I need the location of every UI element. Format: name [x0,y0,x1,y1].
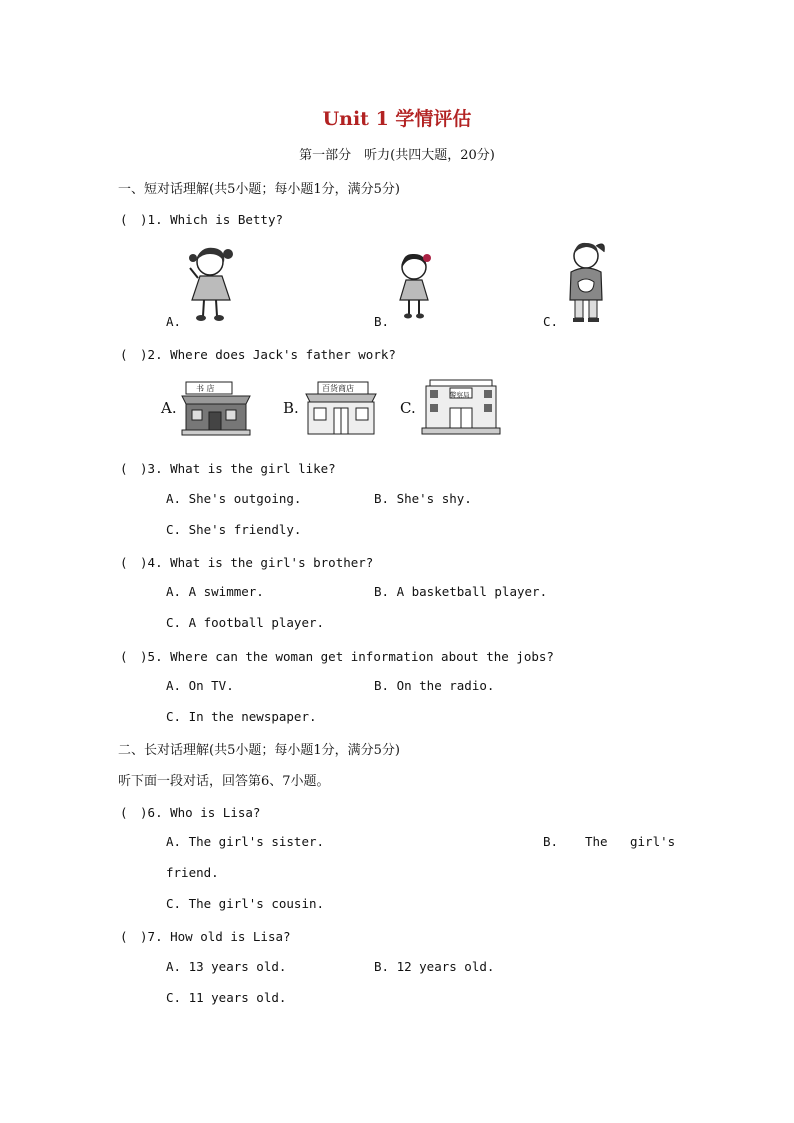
question-6: ( )6. Who is Lisa? [120,805,261,820]
question-1: ( )1. Which is Betty? [120,212,284,227]
listening-instruction: 听下面一段对话，回答第6、7小题。 [118,774,330,789]
q4-option-c: C. A football player. [166,615,325,630]
q6-option-c: C. The girl's cousin. [166,896,325,911]
q5-option-c: C. In the newspaper. [166,709,317,724]
q5-option-b: B. On the radio. [374,678,495,693]
q4-option-a: A. A swimmer. [166,584,264,599]
q3-option-c: C. She's friendly. [166,522,302,537]
q7-option-c: C. 11 years old. [166,990,287,1005]
department-store-sign: 百货商店 [322,384,354,393]
q6-option-a: A. The girl's sister. [166,834,325,849]
q2-option-b-label: B. [283,399,299,417]
question-7: ( )7. How old is Lisa? [120,929,291,944]
girl-c-illustration [564,238,608,326]
q6-option-b-letter: B. [543,834,559,849]
q6-option-b-word1: The [585,834,608,849]
question-2: ( )2. Where does Jack's father work? [120,347,396,362]
police-station-illustration [420,378,502,438]
q2-option-a-label: A. [161,399,177,417]
part-subtitle: 第一部分 听力(共四大题，20分) [299,148,495,163]
q6-option-b-word3: friend. [166,865,219,880]
q4-option-b: B. A basketball player. [374,584,548,599]
q2-option-c-label: C. [400,399,416,417]
police-station-sign: 警察局 [450,391,470,399]
q1-option-c-label: C. [543,314,559,329]
q3-option-a: A. She's outgoing. [166,491,302,506]
question-4: ( )4. What is the girl's brother? [120,555,374,570]
question-5: ( )5. Where can the woman get information about the jobs? [120,649,554,664]
q1-option-a-label: A. [166,314,182,329]
section-2-heading: 二、长对话理解(共5小题；每小题1分，满分5分) [118,743,400,758]
girl-a-illustration [186,242,242,324]
q5-option-a: A. On TV. [166,678,234,693]
q6-option-b-word2: girl's [630,834,676,849]
girl-b-illustration [394,250,434,322]
q3-option-b: B. She's shy. [374,491,472,506]
section-1-heading: 一、短对话理解(共5小题；每小题1分，满分5分) [118,182,400,197]
question-3: ( )3. What is the girl like? [120,461,336,476]
q7-option-b: B. 12 years old. [374,959,495,974]
bookstore-sign: 书 店 [196,384,215,393]
q7-option-a: A. 13 years old. [166,959,287,974]
bookstore-illustration [180,380,252,436]
page-title: Unit 1 学情评估 [322,108,472,130]
q1-option-b-label: B. [374,314,390,329]
